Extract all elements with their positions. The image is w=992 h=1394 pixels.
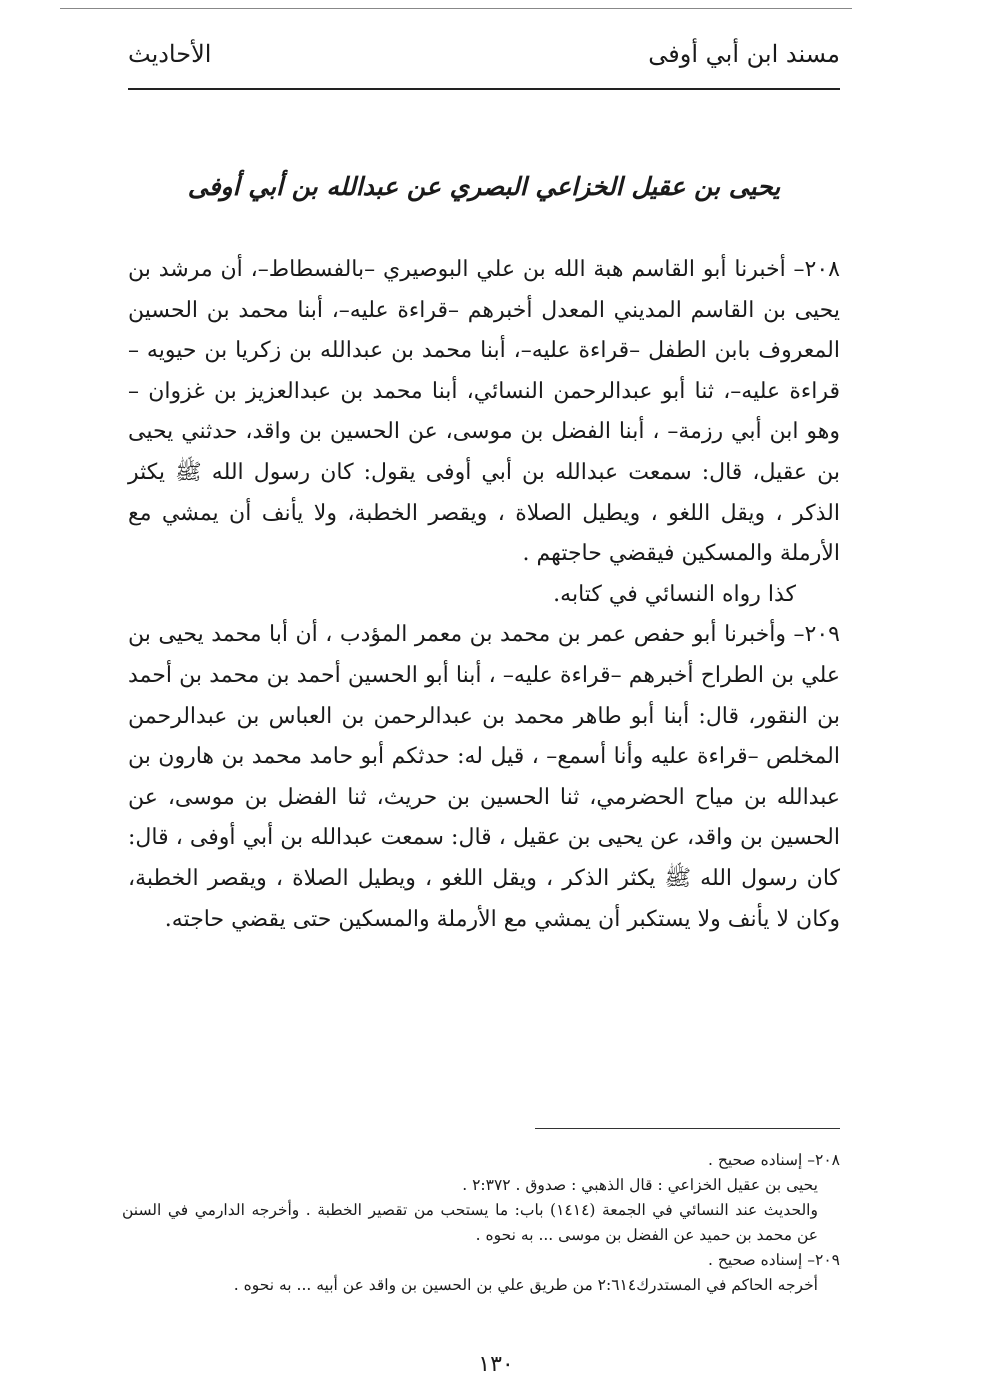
hadith-208-note: كذا رواه النسائي في كتابه. — [553, 581, 796, 607]
book-title: مسند ابن أبي أوفى — [648, 40, 840, 68]
header-divider — [128, 88, 840, 90]
page-number: ١٣٠ — [478, 1352, 514, 1377]
footnote-209-line: أخرجه الحاكم في المستدرك٢:٦١٤ من طريق علي بن الحسين بن واقد عن أبيه ... به نحوه . — [233, 1276, 818, 1294]
footnote-divider — [535, 1128, 840, 1129]
hadith-209: ٢٠٩– وأخبرنا أبو حفص عمر بن محمد بن معمر المؤدب ، أن أبا محمد يحيى بن علي بن الطراح أخبرهم –قراءة عليه– ، أبنا أبو الحسين أحمد بن محمد بن أحمد بن النقور، قال: أبنا أبو طاهر محمد بن عبدالرحمن بن العباس بن عبدالرحمن المخلص –قراءة عليه وأنا أسمع– ، قيل له: حدثكم أبو حامد محمد بن هارون بن عبدالله بن مياح الحضرمي، ثنا الحسين بن حريث، ثنا الفضل بن موسى، عن الحسين بن واقد، عن يحيى بن عقيل ، قال: سمعت عبدالله بن أبي أوفى ، قال: كان رسول الله ﷺ يكثر الذكر ، ويقل اللغو ، ويطيل الصلاة ، ويقصر الخطبة، وكان لا يأنف ولا يستكبر أن يمشي مع الأرملة والمسكين حتى يقضي حاجته. — [128, 622, 841, 932]
section-label: الأحاديث — [128, 40, 212, 68]
hadith-208: ٢٠٨– أخبرنا أبو القاسم هبة الله بن علي البوصيري –بالفسطاط–، أن مرشد بن يحيى بن القاسم المديني المعدل أخبرهم –قراءة عليه–، أبنا محمد بن الحسين المعروف بابن الطفل –قراءة عليه–، أبنا محمد بن عبدالله بن زكريا بن حيويه –قراءة عليه–، ثنا أبو عبدالرحمن النسائي، أبنا محمد بن عبدالعزيز بن غزوان –وهو ابن أبي رزمة– ، أبنا الفضل بن موسى، عن الحسين بن واقد، حدثني يحيى بن عقيل، قال: سمعت عبدالله بن أبي أوفى يقول: كان رسول الله ﷺ يكثر الذكر ، ويقل اللغو ، ويطيل الصلاة ، ويقصر الخطبة، ولا يأنف أن يمشي مع الأرملة والمسكين فيقضي حاجتهم . — [128, 257, 840, 567]
footnote-208-line: يحيى بن عقيل الخزاعي : قال الذهبي : صدوق . ٢:٣٧٢ . — [462, 1176, 818, 1194]
section-title: يحيى بن عقيل الخزاعي البصري عن عبدالله بن أبي أوفى — [187, 172, 781, 201]
footnote-208-line: والحديث عند النسائي في الجمعة (١٤١٤) باب: ما يستحب من تقصير الخطبة . وأخرجه الدارمي في السنن عن محمد بن حميد عن الفضل بن موسى ... به نحوه . — [122, 1201, 818, 1244]
main-text — [128, 250, 840, 940]
running-header — [128, 40, 840, 92]
footnote-208-head: ٢٠٨– إسناده صحيح . — [707, 1151, 840, 1169]
footnotes — [122, 1148, 840, 1298]
scan-edge-line — [60, 8, 852, 9]
footnote-209-head: ٢٠٩– إسناده صحيح . — [707, 1251, 840, 1269]
